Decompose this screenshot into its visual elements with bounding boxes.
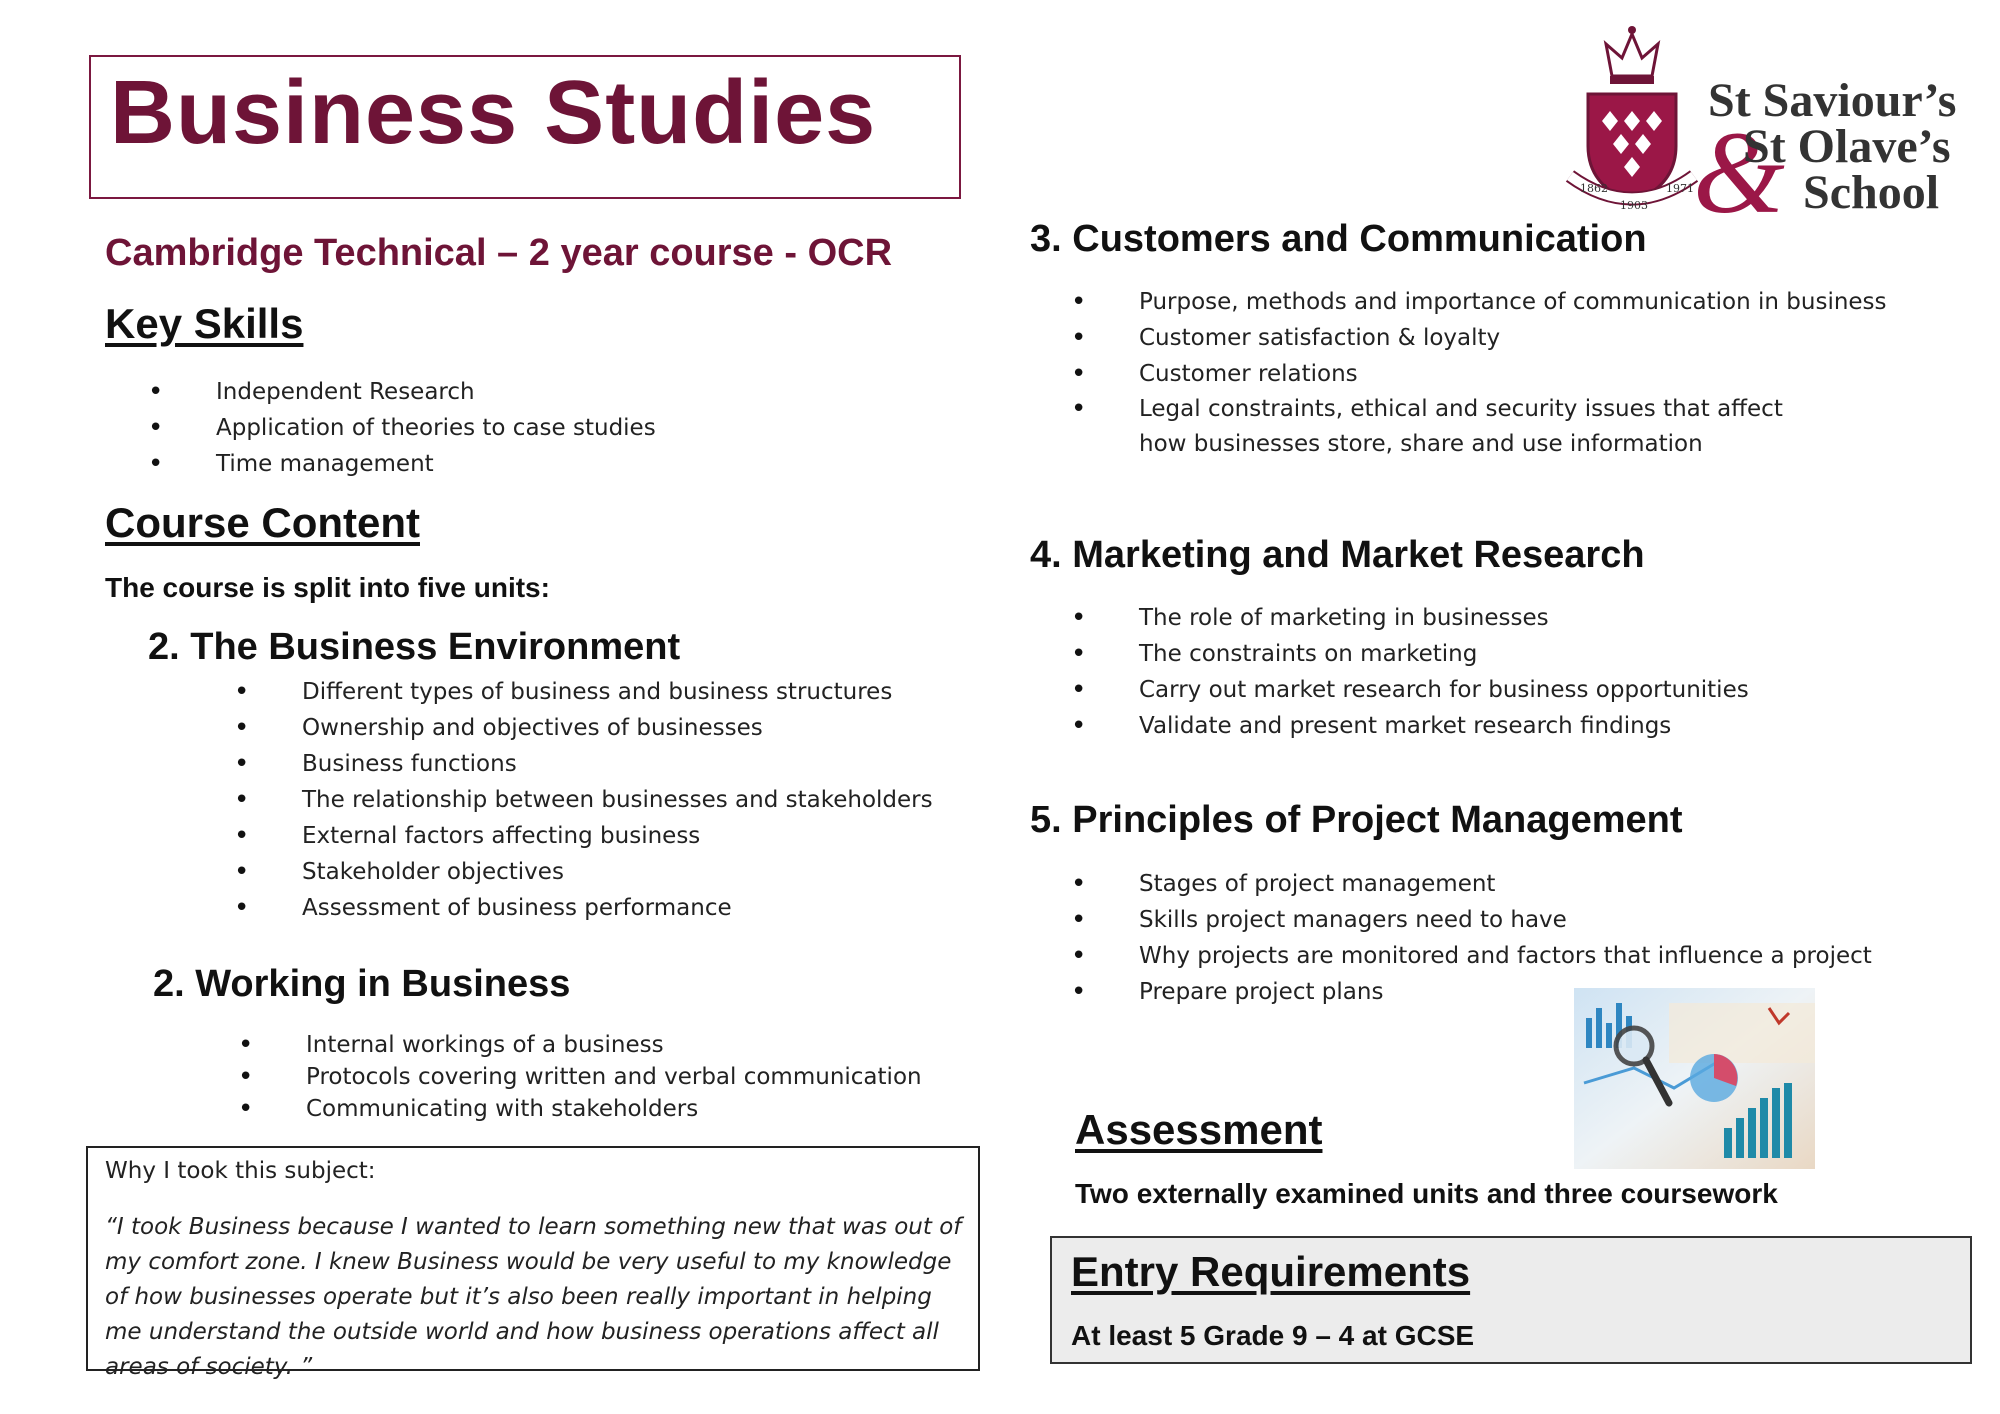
- list-item: • Ownership and objectives of businesses: [234, 710, 933, 746]
- list-item: • Customer satisfaction & loyalty: [1071, 320, 1831, 356]
- unit-heading: 5. Principles of Project Management: [1030, 799, 1683, 841]
- list-item: • Different types of business and business structures: [234, 674, 933, 710]
- list-item: • The constraints on marketing: [1071, 636, 1749, 672]
- unit-heading: 3. Customers and Communication: [1030, 218, 1647, 260]
- course-content-heading: Course Content: [105, 499, 420, 546]
- list-item: • Time management: [148, 446, 656, 482]
- page-title: Business Studies: [110, 63, 877, 163]
- entry-requirements-text: At least 5 Grade 9 – 4 at GCSE: [1071, 1320, 1475, 1351]
- key-skills-list: [148, 374, 656, 482]
- list-item: • Communicating with stakeholders: [238, 1093, 922, 1125]
- list-item: • Business functions: [234, 746, 933, 782]
- unit-list: [238, 1029, 922, 1125]
- school-crest-icon: [1560, 16, 1960, 226]
- logo-line-2: St Olave’s: [1743, 120, 1951, 173]
- list-item: • Stakeholder objectives: [234, 854, 933, 890]
- unit-list: [1071, 600, 1749, 744]
- testimonial-quote: “I took Business because I wanted to learn something new that was out of my comfort zone. I knew Business would be very useful to my knowledge of how businesses operate but it’s also been really important in helping me understand the outside world and how business operations affect all areas of society. ”: [105, 1214, 962, 1380]
- testimonial-label: Why I took this subject:: [105, 1158, 376, 1184]
- unit-heading: 2. The Business Environment: [148, 626, 681, 668]
- list-item: • External factors affecting business: [234, 818, 933, 854]
- list-item: • Application of theories to case studies: [148, 410, 656, 446]
- list-item: • Skills project managers need to have: [1071, 902, 1872, 938]
- unit-list: [234, 674, 933, 926]
- list-item: • The relationship between businesses and stakeholders: [234, 782, 933, 818]
- unit-list: [1071, 284, 1887, 462]
- key-skills-heading: Key Skills: [105, 300, 304, 347]
- assessment-text: Two externally examined units and three coursework: [1075, 1178, 1778, 1209]
- ribbon-year: 1862: [1580, 182, 1608, 195]
- entry-requirements-heading: Entry Requirements: [1071, 1248, 1471, 1295]
- list-item: • Prepare project plans: [1071, 974, 1872, 1010]
- list-item: • Assessment of business performance: [234, 890, 933, 926]
- school-logo: [1560, 16, 1960, 226]
- list-item: • Internal workings of a business: [238, 1029, 922, 1061]
- analytics-image: [1574, 988, 1815, 1169]
- list-item: • Carry out market research for business opportunities: [1071, 672, 1749, 708]
- list-item: • Legal constraints, ethical and security issues that affect how businesses store, share and use information: [1071, 392, 1831, 462]
- list-item: • The role of marketing in businesses: [1071, 600, 1749, 636]
- list-item: • Independent Research: [148, 374, 656, 410]
- list-item: • Validate and present market research findings: [1071, 708, 1749, 744]
- logo-line-1: St Saviour’s: [1708, 74, 1957, 127]
- list-item: • Stages of project management: [1071, 866, 1872, 902]
- assessment-heading: Assessment: [1075, 1106, 1323, 1153]
- unit-heading: 4. Marketing and Market Research: [1030, 534, 1645, 576]
- list-item: • Customer relations: [1071, 356, 1831, 392]
- ribbon-year: 1903: [1620, 199, 1648, 212]
- list-item: • Protocols covering written and verbal communication: [238, 1061, 922, 1093]
- logo-ampersand: &: [1693, 107, 1785, 226]
- logo-line-3: School: [1803, 166, 1940, 219]
- unit-heading: 2. Working in Business: [153, 963, 571, 1005]
- list-item: • Why projects are monitored and factors that influence a project: [1071, 938, 1872, 974]
- ribbon-year: 1971: [1666, 182, 1694, 195]
- list-item: • Purpose, methods and importance of communication in business: [1071, 284, 1831, 320]
- course-intro: The course is split into five units:: [105, 572, 550, 603]
- course-subtitle: Cambridge Technical – 2 year course - OCR: [105, 232, 893, 274]
